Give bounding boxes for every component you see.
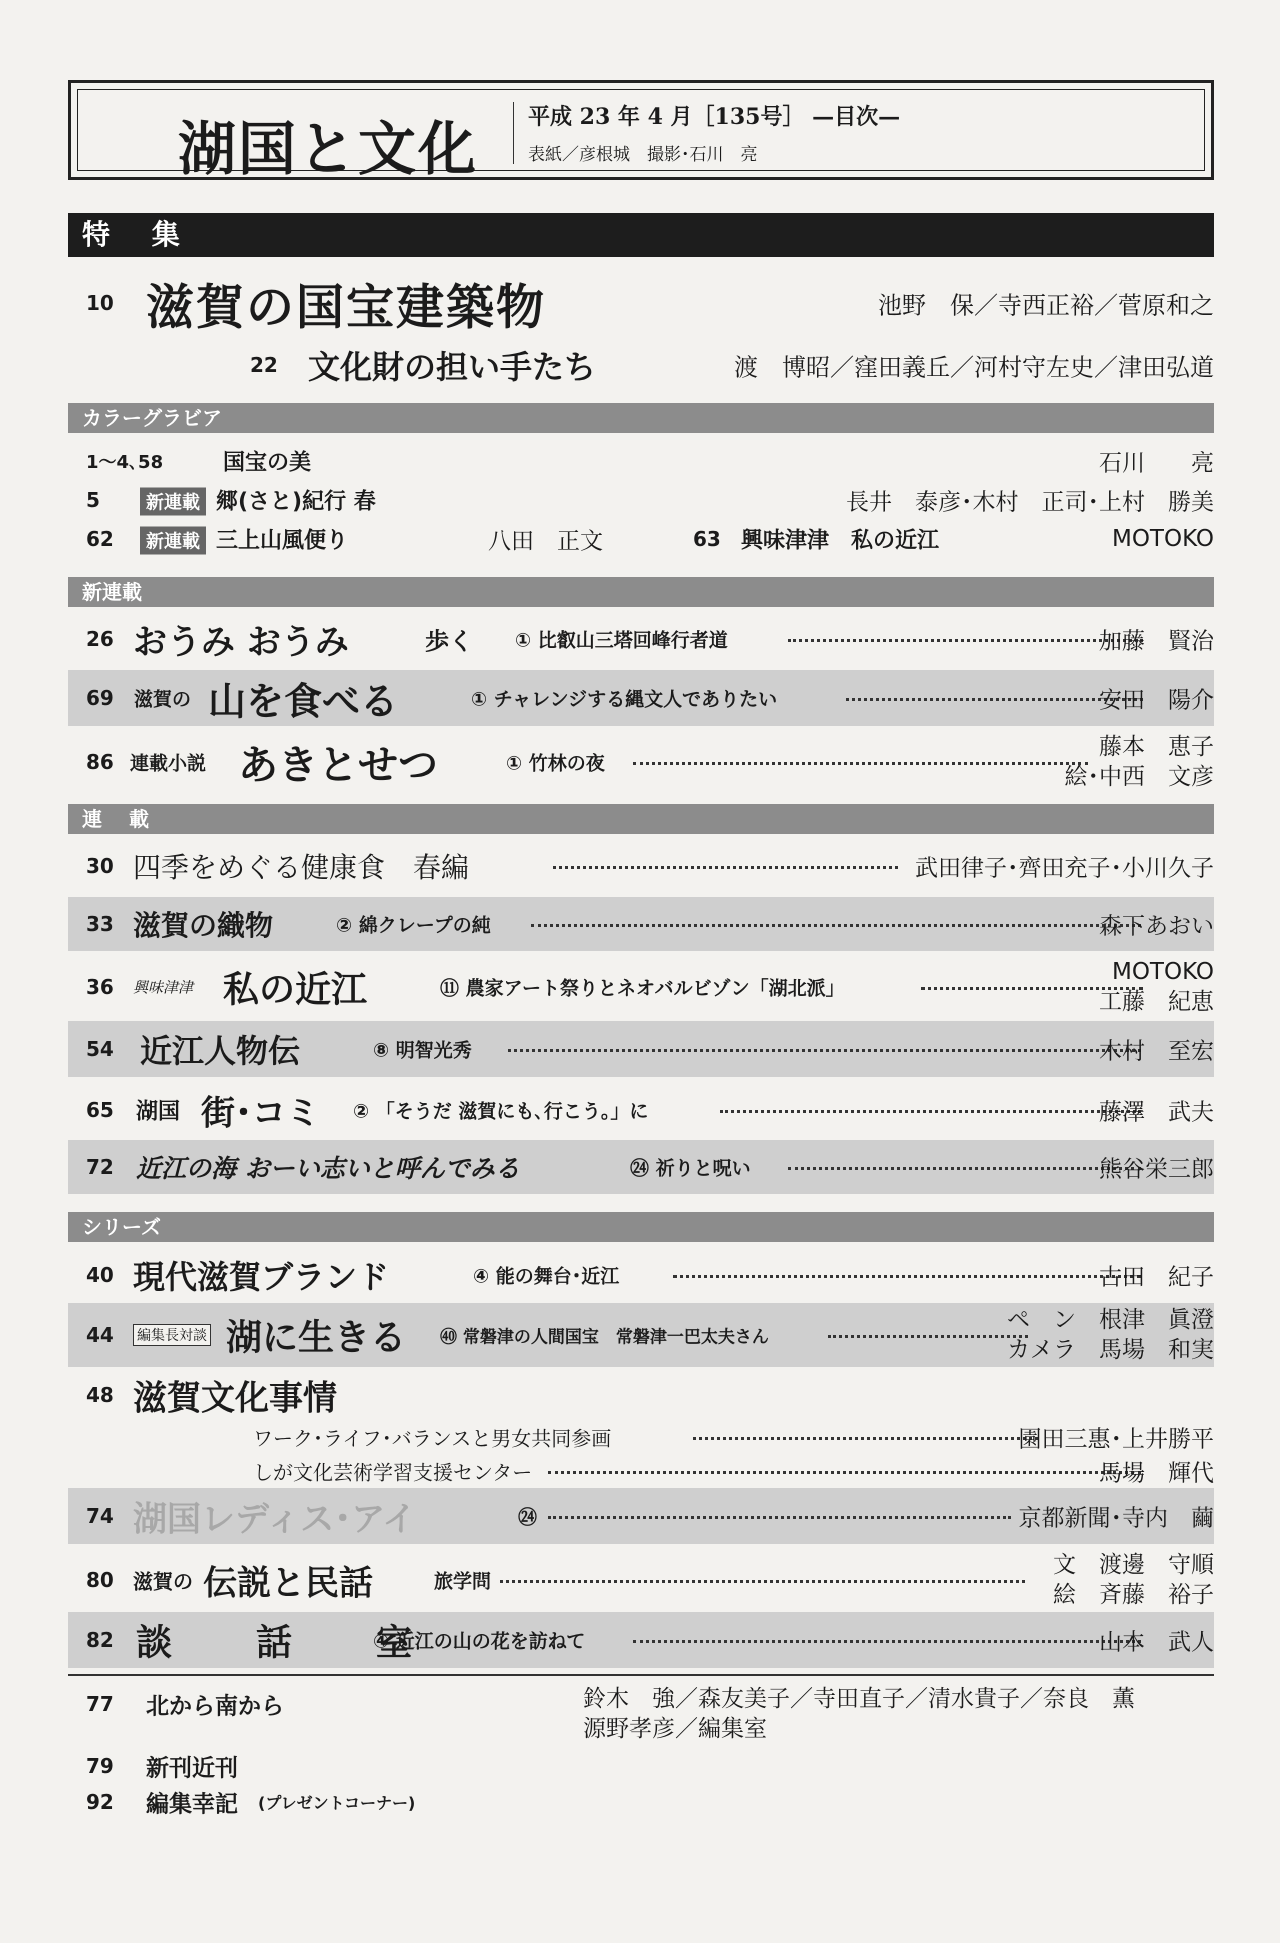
page-number: 65 (86, 1098, 114, 1122)
leader-dots (788, 639, 1143, 642)
leader-dots (828, 1335, 1028, 1338)
entry-prefix: 滋賀の (134, 688, 192, 711)
feature-authors: 池野 保／寺西正裕／菅原和之 (878, 291, 1214, 320)
series-row-2[interactable] (68, 1303, 1214, 1367)
series-row-3-sub-2[interactable] (68, 1454, 1214, 1488)
writer-text: 文 渡邊 守順 (1053, 1552, 1214, 1578)
entry-prefix: 滋賀の (133, 1569, 193, 1594)
section-serial: 連 載 (68, 804, 1214, 834)
entry-author: 古田 紀子 (1099, 1264, 1214, 1291)
entry-title: おうみ おうみ (133, 622, 349, 663)
leader-dots (500, 1580, 1025, 1583)
author-text: MOTOKO (1111, 959, 1214, 985)
magazine-logo: 湖国と文化 (178, 115, 479, 183)
entry-title: 郷(さと)紀行 春 (216, 489, 376, 515)
new-serial-row-3[interactable] (68, 730, 1214, 794)
entry-prefix: 湖国 (136, 1099, 181, 1125)
page-number: 10 (86, 291, 114, 315)
entry-item: ① 比叡山三塔回峰行者道 (515, 629, 728, 652)
page-number: 1～4､58 (86, 452, 164, 473)
entry-title: 滋賀の織物 (133, 909, 274, 942)
masthead-divider (513, 102, 514, 164)
contributors-line-2: 源野孝彦／編集室 (583, 1716, 767, 1742)
feature-title: 滋賀の国宝建築物 (146, 279, 547, 336)
feature-sub-authors: 渡 博昭／窪田義丘／河村守左史／津田弘道 (734, 353, 1214, 382)
series-row-3[interactable] (68, 1370, 1214, 1420)
entry-title: 三上山風便り (216, 528, 349, 554)
entry-subtitle: 歩く (425, 627, 473, 656)
entry-item: ② 「そうだ 滋賀にも､行こう｡」に (353, 1100, 649, 1123)
new-serial-tag: 新連載 (140, 527, 206, 555)
entry-title: 北から南から (146, 1693, 284, 1720)
new-serial-row-1[interactable] (68, 614, 1214, 664)
entry-prefix: 興味津津 (133, 978, 194, 997)
page-number: 22 (250, 353, 278, 377)
footer-row-3[interactable] (68, 1784, 1214, 1820)
page-number: 40 (86, 1263, 114, 1287)
page-number: 5 (86, 488, 100, 512)
serial-row-1[interactable] (68, 841, 1214, 891)
page-number: 72 (86, 1155, 114, 1179)
page-number: 26 (86, 627, 114, 651)
entry-item: ワーク･ライフ･バランスと男女共同参画 (253, 1426, 612, 1451)
masthead (68, 80, 1214, 183)
entry-title: 新刊近刊 (146, 1755, 238, 1782)
entry-author-2: MOTOKO (1111, 526, 1214, 552)
entry-item: しが文化芸術学習支援センター (253, 1460, 533, 1485)
entry-author: 馬場 輝代 (1099, 1460, 1214, 1487)
entry-title: 編集幸記 (146, 1791, 238, 1818)
leader-dots (693, 1437, 1038, 1440)
color-row-3[interactable] (68, 520, 1214, 558)
serial-row-2[interactable] (68, 897, 1214, 951)
entry-title: 四季をめぐる健康食 春編 (133, 851, 470, 884)
entry-item: ⑧ 明智光秀 (373, 1039, 472, 1062)
serial-row-6[interactable] (68, 1140, 1214, 1194)
leader-dots (508, 1049, 1141, 1052)
section-new-serial: 新連載 (68, 577, 1214, 607)
entry-item: ① 竹林の夜 (506, 752, 605, 775)
leader-dots (553, 866, 898, 869)
page-number: 54 (86, 1037, 114, 1061)
new-serial-row-2[interactable] (68, 670, 1214, 726)
section-tokushu: 特 集 (68, 213, 1214, 257)
entry-authors (1053, 1550, 1214, 1610)
entry-item: ㉔ (518, 1506, 538, 1529)
series-row-4[interactable] (68, 1488, 1214, 1544)
entry-title: あきとせつ (238, 741, 438, 789)
page-number: 80 (86, 1568, 114, 1592)
serial-row-5[interactable] (68, 1082, 1214, 1138)
entry-author: 木村 至宏 (1099, 1038, 1214, 1065)
page-number: 44 (86, 1323, 114, 1347)
section-series: シリーズ (68, 1212, 1214, 1242)
entry-author: 長井 泰彦･木村 正司･上村 勝美 (846, 489, 1214, 516)
page-number: 62 (86, 527, 114, 551)
cover-credit: 表紙／彦根城 撮影･石川 亮 (528, 145, 758, 165)
entry-author: 加藤 賢治 (1099, 628, 1214, 655)
entry-author: 京都新聞･寺内 繭 (1018, 1505, 1214, 1532)
writer-text: ペ ン 根津 眞澄 (1007, 1307, 1214, 1333)
page-number: 82 (86, 1628, 114, 1652)
entry-author: 熊谷栄三郎 (1099, 1156, 1214, 1183)
entry-item: ④ 能の舞台･近江 (473, 1265, 620, 1288)
series-row-6[interactable] (68, 1612, 1214, 1668)
feature-main[interactable] (68, 268, 1214, 338)
entry-title: 湖国レディス･アイ (133, 1499, 417, 1540)
entry-author: 山本 武人 (1099, 1629, 1214, 1656)
entry-item: 旅学問 (434, 1570, 492, 1593)
entry-item: ㊵ 常磐津の人間国宝 常磐津一巴太夫さん (440, 1327, 769, 1348)
entry-author: 森下あおい (1099, 913, 1214, 940)
page-number: 69 (86, 686, 114, 710)
new-serial-tag: 新連載 (140, 488, 206, 516)
entry-title-2: 興味津津 私の近江 (741, 528, 940, 554)
entry-prefix: 連載小説 (130, 752, 207, 775)
entry-authors (1099, 957, 1214, 1017)
entry-author: 八田 正文 (488, 528, 603, 555)
entry-title: 伝説と民話 (203, 1563, 373, 1604)
entry-title: 湖に生きる (226, 1316, 407, 1359)
entry-author: 武田律子･齊田充子･小川久子 (915, 855, 1214, 882)
page-number: 92 (86, 1790, 114, 1814)
entry-note: (プレゼントコーナー) (258, 1793, 416, 1813)
serial-row-4[interactable] (68, 1021, 1214, 1077)
page-number: 36 (86, 975, 114, 999)
leader-dots (673, 1275, 1141, 1278)
color-row-1[interactable] (68, 442, 1214, 480)
author-text: 藤本 恵子 (1099, 734, 1214, 760)
page-number: 30 (86, 854, 114, 878)
series-row-1[interactable] (68, 1249, 1214, 1301)
entry-title: 近江の海 おーい志いと呼んでみる (136, 1154, 520, 1183)
entry-item: ④ 近江の山の花を訪ねて (373, 1630, 586, 1653)
footer-row-2[interactable] (68, 1748, 1214, 1784)
entry-title: 国宝の美 (223, 450, 312, 476)
footer-row-1[interactable] (68, 1680, 1214, 1744)
series-row-5[interactable] (68, 1548, 1214, 1612)
author-text: 工藤 紀恵 (1099, 989, 1214, 1015)
page-number: 48 (86, 1383, 114, 1407)
section-color: カラーグラビア (68, 403, 1214, 433)
entry-title: 談 話 室 (136, 1622, 437, 1664)
feature-sub[interactable] (68, 340, 1214, 390)
feature-sub-title: 文化財の担い手たち (308, 348, 597, 386)
page-number: 74 (86, 1504, 114, 1528)
page-number: 33 (86, 912, 114, 936)
entry-author: 安田 陽介 (1099, 687, 1214, 714)
page-number: 86 (86, 750, 114, 774)
illustrator-text: 絵･中西 文彦 (1064, 764, 1214, 790)
entry-title: 街･コミ (201, 1093, 320, 1134)
interview-tag: 編集長対談 (133, 1324, 211, 1346)
leader-dots (633, 762, 1088, 765)
entry-author: 石川 亮 (1099, 450, 1214, 477)
serial-row-3[interactable] (68, 955, 1214, 1019)
entry-title: 現代滋賀ブランド (133, 1258, 390, 1296)
entry-title: 近江人物伝 (140, 1032, 301, 1070)
contributors (583, 1684, 1135, 1744)
leader-dots (633, 1640, 1141, 1643)
entry-item: ① チャレンジする縄文人でありたい (471, 688, 778, 711)
entry-item: ㉔ 祈りと呪い (630, 1157, 751, 1180)
page-number: 79 (86, 1754, 114, 1778)
entry-item: ⑪ 農家アート祭りとネオバルビゾン「湖北派」 (440, 977, 845, 1000)
illustrator-text: 絵 斉藤 裕子 (1053, 1582, 1214, 1608)
leader-dots (548, 1516, 1011, 1519)
entry-author: 藤澤 武夫 (1099, 1099, 1214, 1126)
entry-author: 園田三惠･上井勝平 (1018, 1426, 1214, 1453)
leader-dots (531, 924, 1141, 927)
color-row-2[interactable] (68, 481, 1214, 519)
entry-authors (1007, 1305, 1214, 1365)
page-number: 77 (86, 1692, 114, 1716)
page-number-2: 63 (693, 527, 721, 551)
entry-title: 山を食べる (208, 678, 399, 724)
entry-title: 滋賀文化事情 (133, 1378, 337, 1419)
leader-dots (720, 1110, 1141, 1113)
footer-divider (68, 1674, 1214, 1676)
photographer-text: カメラ 馬場 和実 (1007, 1337, 1214, 1363)
leader-dots (788, 1167, 1141, 1170)
entry-authors (1065, 732, 1215, 792)
issue-line: 平成 23 年 4 月［135号］ —目次— (528, 104, 901, 130)
leader-dots (548, 1471, 1141, 1474)
series-row-3-sub-1[interactable] (68, 1420, 1214, 1454)
entry-title: 私の近江 (223, 968, 368, 1011)
contributors-line-1: 鈴木 強／森友美子／寺田直子／清水貴子／奈良 薫 (583, 1686, 1135, 1712)
entry-item: ② 綿クレープの純 (336, 914, 491, 937)
